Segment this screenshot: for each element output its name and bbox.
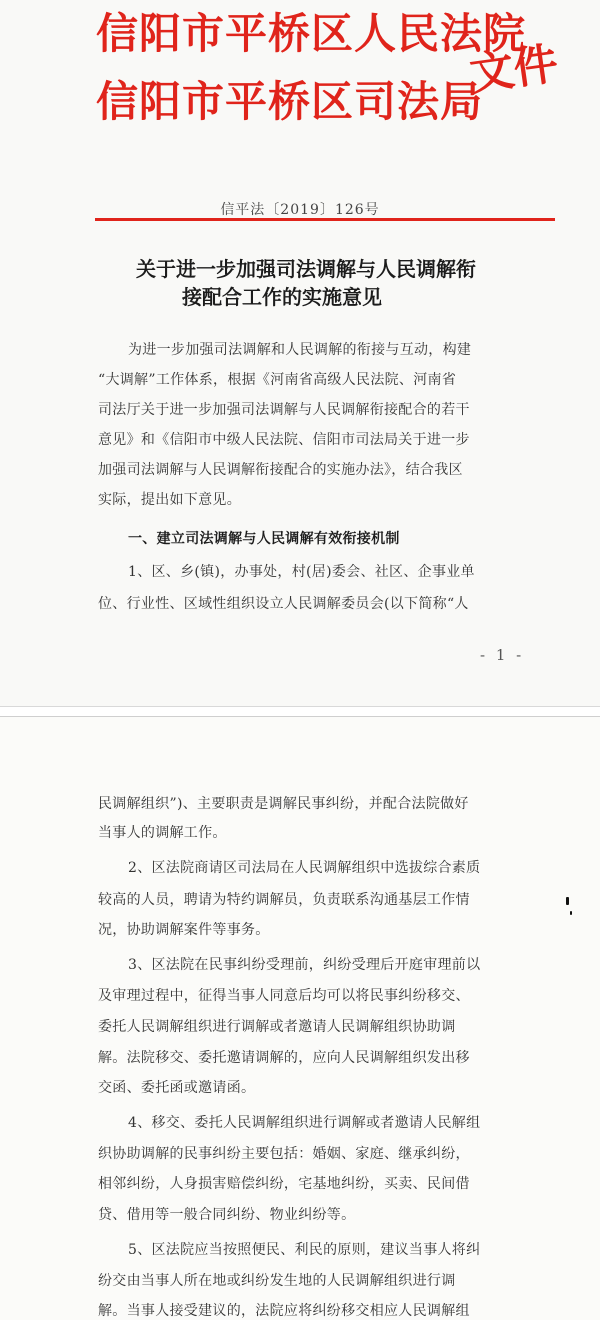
issuer-name-court: 信阳市平桥区人民法院 xyxy=(96,9,527,58)
body-line: 为进一步加强司法调解和人民调解的衔接与互动，构建 xyxy=(128,342,472,358)
body-line: 况，协助调解案件等事务。 xyxy=(98,922,270,938)
body-line: 交函、委托函或邀请函。 xyxy=(98,1080,256,1096)
body-line: 2、区法院商请区司法局在人民调解组织中选拔综合素质 xyxy=(128,860,481,876)
body-line: 解。法院移交、委托邀请调解的，应向人民调解组织发出移 xyxy=(98,1050,470,1066)
body-line: 加强司法调解与人民调解衔接配合的实施办法》，结合我区 xyxy=(98,462,463,478)
section-heading: 一、建立司法调解与人民调解有效衔接机制 xyxy=(128,531,400,547)
body-line: “大调解”工作体系，根据《河南省高级人民法院、河南省 xyxy=(98,372,457,388)
document-page-2 xyxy=(0,717,600,1320)
body-line: 4、移交、委托人民调解组织进行调解或者邀请人民解组 xyxy=(128,1115,481,1131)
document-title-line-1: 关于进一步加强司法调解与人民调解衔 xyxy=(136,257,476,281)
page-number: - 1 - xyxy=(480,646,525,664)
document-label: 文件 xyxy=(466,38,562,101)
body-line: 解。当事人接受建议的，法院应将纠纷移交相应人民调解组 xyxy=(98,1303,470,1319)
document-number: 信平法〔2019〕126号 xyxy=(220,202,380,218)
body-line: 1、区、乡(镇)，办事处，村(居)委会、社区、企事业单 xyxy=(128,564,475,580)
red-separator-line xyxy=(95,218,555,221)
body-line: 当事人的调解工作。 xyxy=(98,825,227,841)
issuer-name-justice-bureau: 信阳市平桥区司法局 xyxy=(96,77,484,126)
body-line: 较高的人员，聘请为特约调解员，负责联系沟通基层工作情 xyxy=(98,892,470,908)
body-line: 民调解组织”)、主要职责是调解民事纠纷，并配合法院做好 xyxy=(98,796,469,812)
body-line: 意见》和《信阳市中级人民法院、信阳市司法局关于进一步 xyxy=(98,432,470,448)
body-line: 实际，提出如下意见。 xyxy=(98,492,241,508)
document-title-line-2: 接配合工作的实施意见 xyxy=(182,285,382,309)
body-line: 织协助调解的民事纠纷主要包括：婚姻、家庭、继承纠纷， xyxy=(98,1146,470,1162)
scan-speck xyxy=(566,897,569,905)
body-line: 位、行业性、区域性组织设立人民调解委员会(以下简称“人 xyxy=(98,596,469,612)
body-line: 纷交由当事人所在地或纠纷发生地的人民调解组织进行调 xyxy=(98,1273,456,1289)
body-line: 3、区法院在民事纠纷受理前，纠纷受理后开庭审理前以 xyxy=(128,957,481,973)
body-line: 及审理过程中，征得当事人同意后均可以将民事纠纷移交、 xyxy=(98,988,470,1004)
body-line: 相邻纠纷，人身损害赔偿纠纷，宅基地纠纷，买卖、民间借 xyxy=(98,1176,470,1192)
page-divider xyxy=(0,706,600,717)
body-line: 司法厅关于进一步加强司法调解与人民调解衔接配合的若干 xyxy=(98,402,470,418)
scan-speck xyxy=(570,911,572,915)
body-line: 委托人民调解组织进行调解或者邀请人民调解组织协助调 xyxy=(98,1019,456,1035)
body-line: 贷、借用等一般合同纠纷、物业纠纷等。 xyxy=(98,1207,356,1223)
body-line: 5、区法院应当按照便民、利民的原则，建议当事人将纠 xyxy=(128,1242,481,1258)
